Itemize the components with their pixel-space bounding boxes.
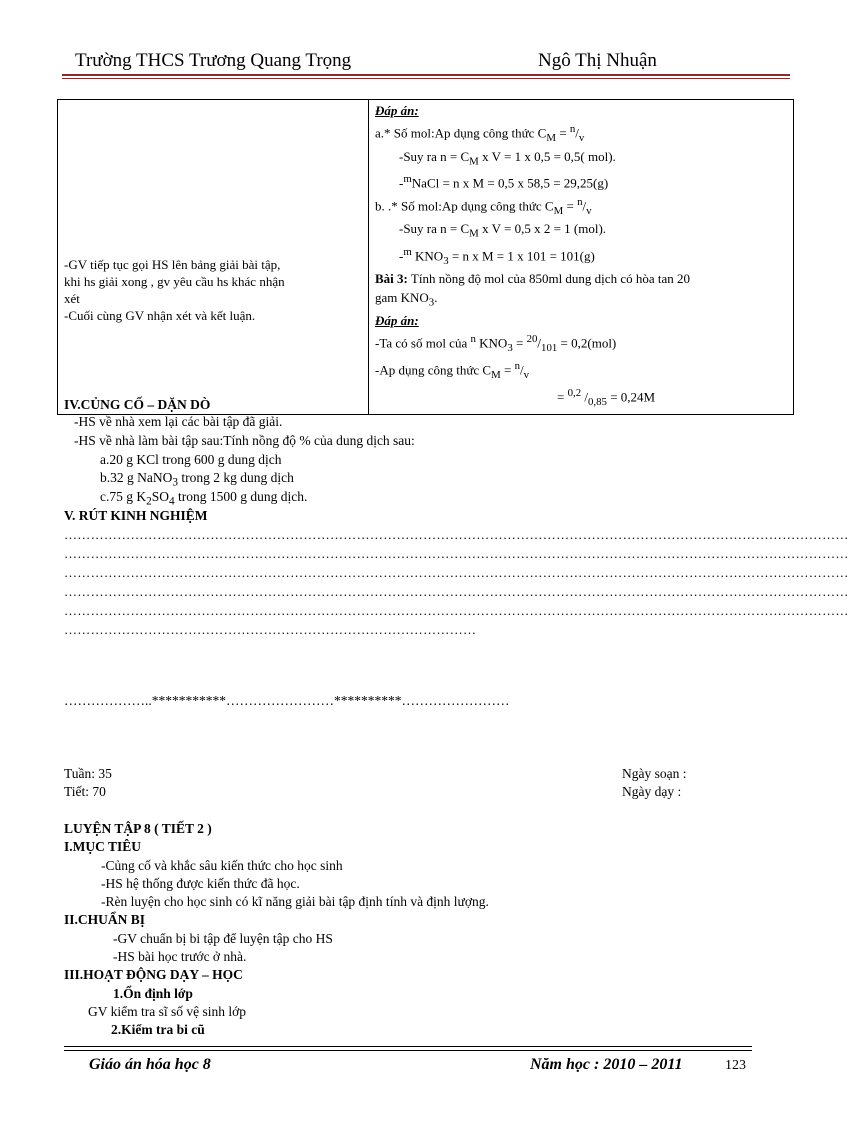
section4-line: -HS về nhà làm bài tập sau:Tính nồng độ % của dung dịch sau: [74,433,415,448]
objective-item: -Rèn luyện cho học sinh có kĩ năng giải bài tập định tính và định lượng. [101,894,489,909]
footer-school-year: Năm học : 2010 – 2011 [530,1056,683,1073]
teacher-activity-cell [58,100,369,415]
preparation-item: -HS bài học trước ở nhà. [113,949,247,964]
bai3-line: Bài 3: Tính nồng độ mol của 850ml dung dịch có hòa tan 20 [375,271,690,287]
preparation-item: -GV chuẩn bị bi tập để luyện tập cho HS [113,931,333,946]
notes-line: …………………………………………………………………………………………………………………………………………………………… [64,565,849,580]
answer-b-line3: -$^m$ $KNO_3 = n$ x M = 1 x 101 = 101(g) [399,246,595,268]
step1-title: 1.Ổn định lớp [113,986,193,1001]
objective-item: -HS hệ thống được kiến thức đã học. [101,876,300,891]
left-line: xét [64,290,80,306]
prep-date-label: Ngày soạn : [622,766,687,781]
step1-text: GV kiểm tra sĩ số vệ sinh lớp [88,1004,247,1019]
header-rule-bottom [62,78,790,79]
objective-item: -Củng cố và khắc sâu kiến thức cho học sinh [101,858,343,873]
period-label: Tiết: 70 [64,784,106,799]
answer-cell [369,100,794,415]
lesson-table [57,99,794,415]
bai3-line2: gam $KNO_3$. [375,289,438,309]
lesson-title: LUYỆN TẬP 8 ( TIẾT 2 ) [64,821,212,836]
step2-title: 2.Kiểm tra bi cũ [111,1022,205,1037]
header-rule-top [62,74,790,76]
section5-title: V. RÚT KINH NGHIỆM [64,508,208,523]
left-line: -Cuối cùng GV nhận xét và kết luận. [64,307,256,323]
school-name: Trường THCS Trương Quang Trọng [75,50,352,71]
footer-subject: Giáo án hóa học 8 [89,1056,211,1073]
objectives-title: I.MỤC TIÊU [64,839,142,854]
answer-b-line: b. .* Số mol:Ap dụng công thức $C_M = ^n/_v$ [375,196,592,217]
section4-item-b: b.32 g NaNO$_3$ trong 2 kg dung dịch [100,470,294,489]
section-divider: ………………..***********……………………**********…………………… [64,693,510,708]
week-label: Tuần: 35 [64,766,112,781]
answer-label: Đáp án: [375,103,419,118]
section4-title: IV.CỦNG CỐ – DẶN DÒ [64,397,211,412]
preparation-title: II.CHUẨN BỊ [64,912,146,927]
left-line: -GV tiếp tục gọi HS lên bảng giải bài tập, [64,256,281,272]
notes-line: …………………………………………………………………………………………………………………………………………………………… [64,546,849,561]
notes-line: …………………………………………………………………………………………………………………………………………………………… [64,584,849,599]
answer-d-line: -Ap dụng công thức $C_M = ^n/_v$ [375,360,530,381]
answer-label-2: Đáp án: [375,312,419,328]
answer-a-line2: -Suy ra $n = C_M$ x V = 1 x 0,5 = 0,5( mol). [399,148,616,168]
notes-line: ………………………………………………………………………………… [64,622,477,637]
teach-date-label: Ngày dạy : [622,784,682,799]
notes-line: …………………………………………………………………………………………………………………………………………………………… [64,603,849,618]
answer-a-line3: -$^m$NaCl = n x M = 0,5 x 58,5 = 29,25(g) [399,173,609,191]
activities-title: III.HOẠT ĐỘNG DẠY – HỌC [64,967,243,982]
section4-line: -HS về nhà xem lại các bài tập đã giải. [74,414,283,429]
answer-e-line: = $^{0,2}$ $/_{0,85} = 0,24M$ [557,387,656,409]
left-line: khi hs giải xong , gv yêu cầu hs khác nhận [64,273,285,289]
footer-rule-top [64,1046,752,1047]
answer-c-line: -Ta có số mol của $^n$ $KNO_3 = ^{20}/_{101} = 0,2(mol)$ [375,332,617,354]
section4-item-a: a.20 g KCl trong 600 g dung dịch [100,452,282,467]
answer-b-line2: -Suy ra $n = C_M$ x V = 0,5 x 2 = 1 (mol). [399,221,607,240]
teacher-name: Ngô Thị Nhuận [538,50,657,71]
answer-a-line: a.* Số mol:Ap dụng công thức $C_M = ^n/_v$ [375,123,585,145]
notes-line: …………………………………………………………………………………………………………………………………………………………… [64,527,849,542]
section4-item-c: c.75 g $K_2SO_4$ trong 1500 g dung dịch. [100,489,308,508]
footer-rule-bottom [64,1050,752,1051]
page-number: 123 [725,1058,746,1073]
